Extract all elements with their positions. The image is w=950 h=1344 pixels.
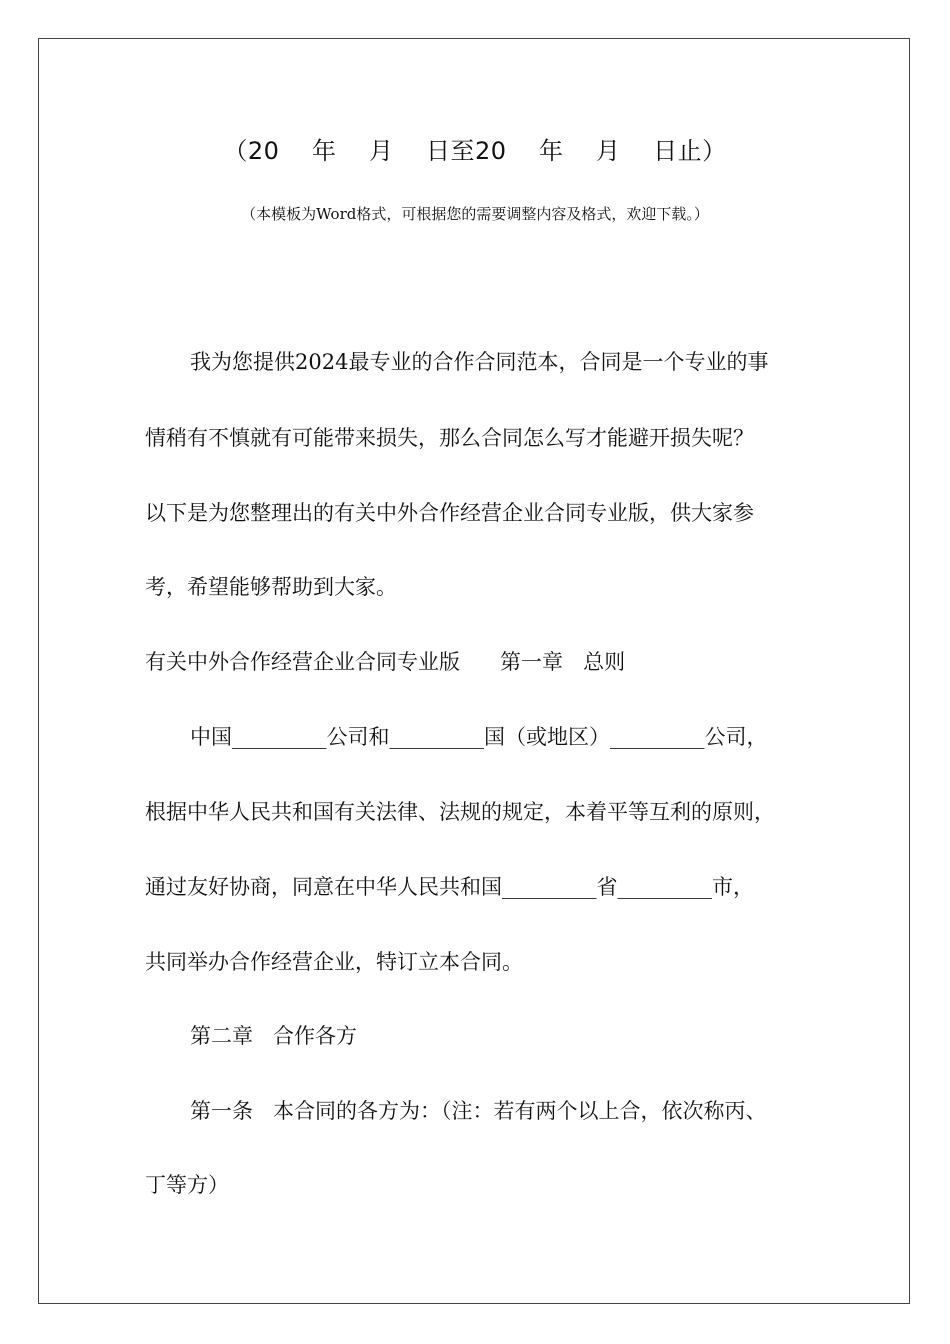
body-line-intro-4: 考，希望能够帮助到大家。 [145, 575, 397, 599]
body-line-intro-2: 情稍有不慎就有可能带来损失，那么合同怎么写才能避开损失呢？ [145, 426, 754, 450]
chapter-one-heading: 有关中外合作经营企业合同专业版 第一章 总则 [145, 650, 626, 674]
article-one-line-1: 第一条 本合同的各方为：（注：若有两个以上合，依次称丙、 [190, 1099, 767, 1123]
article-one-line-2: 丁等方） [145, 1173, 229, 1197]
body-line-intro-3: 以下是为您整理出的有关中外合作经营企业合同专业版，供大家参 [145, 501, 754, 525]
body-line-parties-1: 中国_________公司和_________国（或地区）_________公司， [190, 725, 768, 749]
chapter-two-heading: 第二章 合作各方 [190, 1024, 358, 1048]
template-note: （本模板为Word格式，可根据您的需要调整内容及格式，欢迎下载。） [241, 205, 709, 223]
body-line-parties-3: 通过友好协商，同意在中华人民共和国_________省_________市， [145, 875, 754, 899]
body-line-parties-4: 共同举办合作经营企业，特订立本合同。 [145, 950, 523, 974]
body-line-intro-1: 我为您提供2024最专业的合作合同范本，合同是一个专业的事 [190, 350, 769, 374]
contract-date-line: （20 年 月 日至20 年 月 日止） [223, 137, 727, 165]
body-line-parties-2: 根据中华人民共和国有关法律、法规的规定，本着平等互利的原则， [145, 800, 775, 824]
